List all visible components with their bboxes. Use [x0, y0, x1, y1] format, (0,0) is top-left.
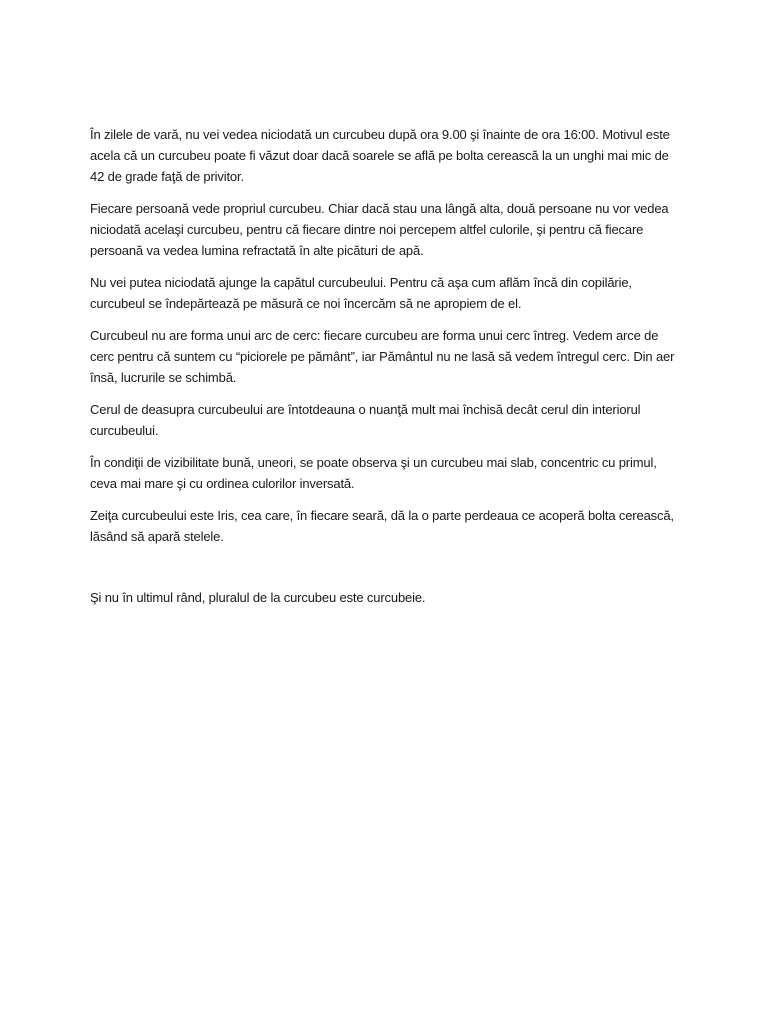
paragraph-double-rainbow: În condiţii de vizibilitate bună, uneori, se poate observa şi un curcubeu mai slab, concentric cu primul, ceva mai mare şi cu ordinea culorilor inversată.: [90, 455, 657, 491]
paragraph-goddess-iris: Zeiţa curcubeului este Iris, cea care, în fiecare seară, dă la o parte perdeaua ce acoperă bolta cerească, lăsând să apară stelele.: [90, 508, 674, 544]
paragraph-summer-hours: În zilele de vară, nu vei vedea niciodată un curcubeu după ora 9.00 şi înainte de ora 16:00. Motivul este acela că un curcubeu poate fi văzut doar dacă soarele se află pe bolta cerească la un unghi mai mic de 42 de grade faţă de privitor.: [90, 127, 670, 184]
paragraph-closing: Şi nu în ultimul rând, pluralul de la curcubeu este curcubeie.: [90, 590, 426, 605]
paragraph-dark-sky: Cerul de deasupra curcubeului are întotdeauna o nuanţă mult mai închisă decât cerul din interiorul curcubeului.: [90, 402, 641, 438]
paragraph-rainbow-end: Nu vei putea niciodată ajunge la capătul curcubeului. Pentru că aşa cum aflăm încă din copilărie, curcubeul se îndepărtează pe măsură ce noi încercăm să ne apropiem de el.: [90, 275, 632, 311]
document-body: [90, 124, 680, 619]
paragraph-own-rainbow: Fiecare persoană vede propriul curcubeu. Chiar dacă stau una lângă alta, două persoane nu vor vedea niciodată acelaşi curcubeu, pentru că fiecare dintre noi percepem altfel culorile, şi pentru că fiecare persoană va vedea lumina refractată în alte picături de apă.: [90, 201, 669, 258]
paragraph-full-circle: Curcubeul nu are forma unui arc de cerc: fiecare curcubeu are forma unui cerc întreg. Vedem arce de cerc pentru că suntem cu “piciorele pe pământ”, iar Pământul nu ne lasă să vedem întregul cerc. Din aer însă, lucrurile se schimbă.: [90, 328, 675, 385]
